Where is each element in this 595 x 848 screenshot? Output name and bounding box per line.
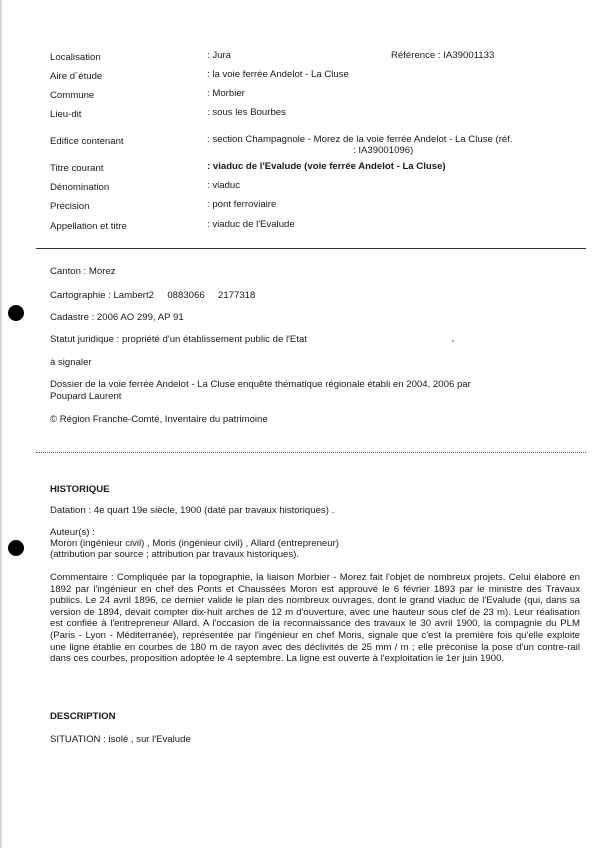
field-value-edifice-contenant-cont: : IA39001096) — [353, 145, 414, 156]
field-value-aire-etude: : la voie ferrée Andelot - La Cluse — [207, 69, 349, 80]
field-label-lieu-dit: Lieu-dit — [50, 109, 82, 120]
field-label-commune: Commune — [50, 90, 95, 101]
situation: SITUATION : isolé , sur l'Evalude — [50, 734, 191, 745]
historique-heading: HISTORIQUE — [50, 484, 110, 495]
field-label-precision: Précision — [50, 201, 90, 212]
dossier-line-1: Dossier de la voie ferrée Andelot - La Cluse enquête thématique régionale établi en 2004, 2006 par — [50, 379, 471, 390]
field-value-precision: : pont ferroviaire — [207, 199, 277, 210]
scan-edge — [0, 0, 2, 848]
divider-info — [36, 452, 586, 453]
field-label-aire-etude: Aire d´étude — [50, 71, 103, 82]
reference-number: Référence : IA39001133 — [391, 50, 495, 61]
auteurs-label: Auteur(s) : — [50, 527, 95, 538]
field-label-localisation: Localisation — [50, 52, 101, 63]
field-label-denomination: Dénomination — [50, 182, 110, 193]
field-label-appellation: Appellation et titre — [50, 221, 127, 232]
field-value-lieu-dit: : sous les Bourbes — [207, 107, 286, 118]
field-label-edifice-contenant: Edifice contenant — [50, 136, 124, 147]
canton: Canton : Morez — [50, 266, 116, 277]
auteurs-line-2: (attribution par source ; attribution par travaux historiques). — [50, 549, 300, 560]
field-value-titre-courant: : viaduc de l'Evalude (voie ferrée Andelot - La Cluse) — [207, 161, 446, 172]
field-value-edifice-contenant: : section Champagnole - Morez de la voie ferrée Andelot - La Cluse (réf. — [207, 134, 513, 145]
cadastre: Cadastre : 2006 AO 299, AP 91 — [50, 312, 184, 323]
field-value-denomination: : viaduc — [207, 180, 241, 191]
field-value-appellation: : viaduc de l'Evalude — [207, 219, 295, 230]
description-heading: DESCRIPTION — [50, 711, 116, 722]
cartographie: Cartographie : Lambert2 0883066 2177318 — [50, 290, 256, 301]
dossier-line-2: Poupard Laurent — [50, 391, 122, 402]
commentaire-paragraph: Commentaire : Compliquée par la topographie, la liaison Morbier - Morez fait l'objet de nombreux projets. Celui élaboré en 1892 par l'ingénieur en chef des Ponts et Chaussées Moron est approuvé le 6 février 1893 par le ministre des Travaux publics. Le 24 avril 1896, ce dernier valide le plan des nombreux ouvrages, dont le grand viaduc de l'Evalude (qui, dans sa version de 1894, devait compter dix-huit arches de 12 m d'ouverture, avec une hauteur sous clef de 23 m). Leur réalisation est confiée à l'entrepreneur Allard. A l'occasion de la reconnaissance des travaux le 30 avril 1900, la compagnie du PLM (Paris - Lyon - Méditerranée), représentée par l'ingénieur en chef Moris, signale que c'est la première fois qu'elle exploite une ligne établie en courbes de 180 m de rayon avec des déclivités de 25 mm / m ; elle préconise la pose d'un contre-rail dans ces courbes, proposition adoptée le 4 septembre. La ligne est ouverte à l'exploitation le 1er juin 1900. — [50, 572, 580, 665]
statut-juridique: Statut juridique : propriété d'un établissement public de l'Etat — [50, 334, 307, 345]
field-value-commune: : Morbier — [207, 88, 245, 99]
margin-punch-hole — [8, 305, 24, 321]
auteurs-line-1: Moron (ingénieur civil) , Moris (ingénieur civil) , Allard (entrepreneur) — [50, 538, 339, 549]
field-label-titre-courant: Titre courant — [50, 163, 104, 174]
copyright: © Région Franche-Comté, Inventaire du patrimoine — [50, 414, 268, 425]
scan-speck — [452, 340, 454, 342]
field-value-localisation: : Jura — [207, 50, 231, 61]
divider-header — [36, 248, 586, 249]
a-signaler: à signaler — [50, 357, 92, 368]
margin-punch-hole — [8, 540, 24, 556]
datation: Datation : 4e quart 19e siècle, 1900 (daté par travaux historiques) . — [50, 505, 335, 516]
